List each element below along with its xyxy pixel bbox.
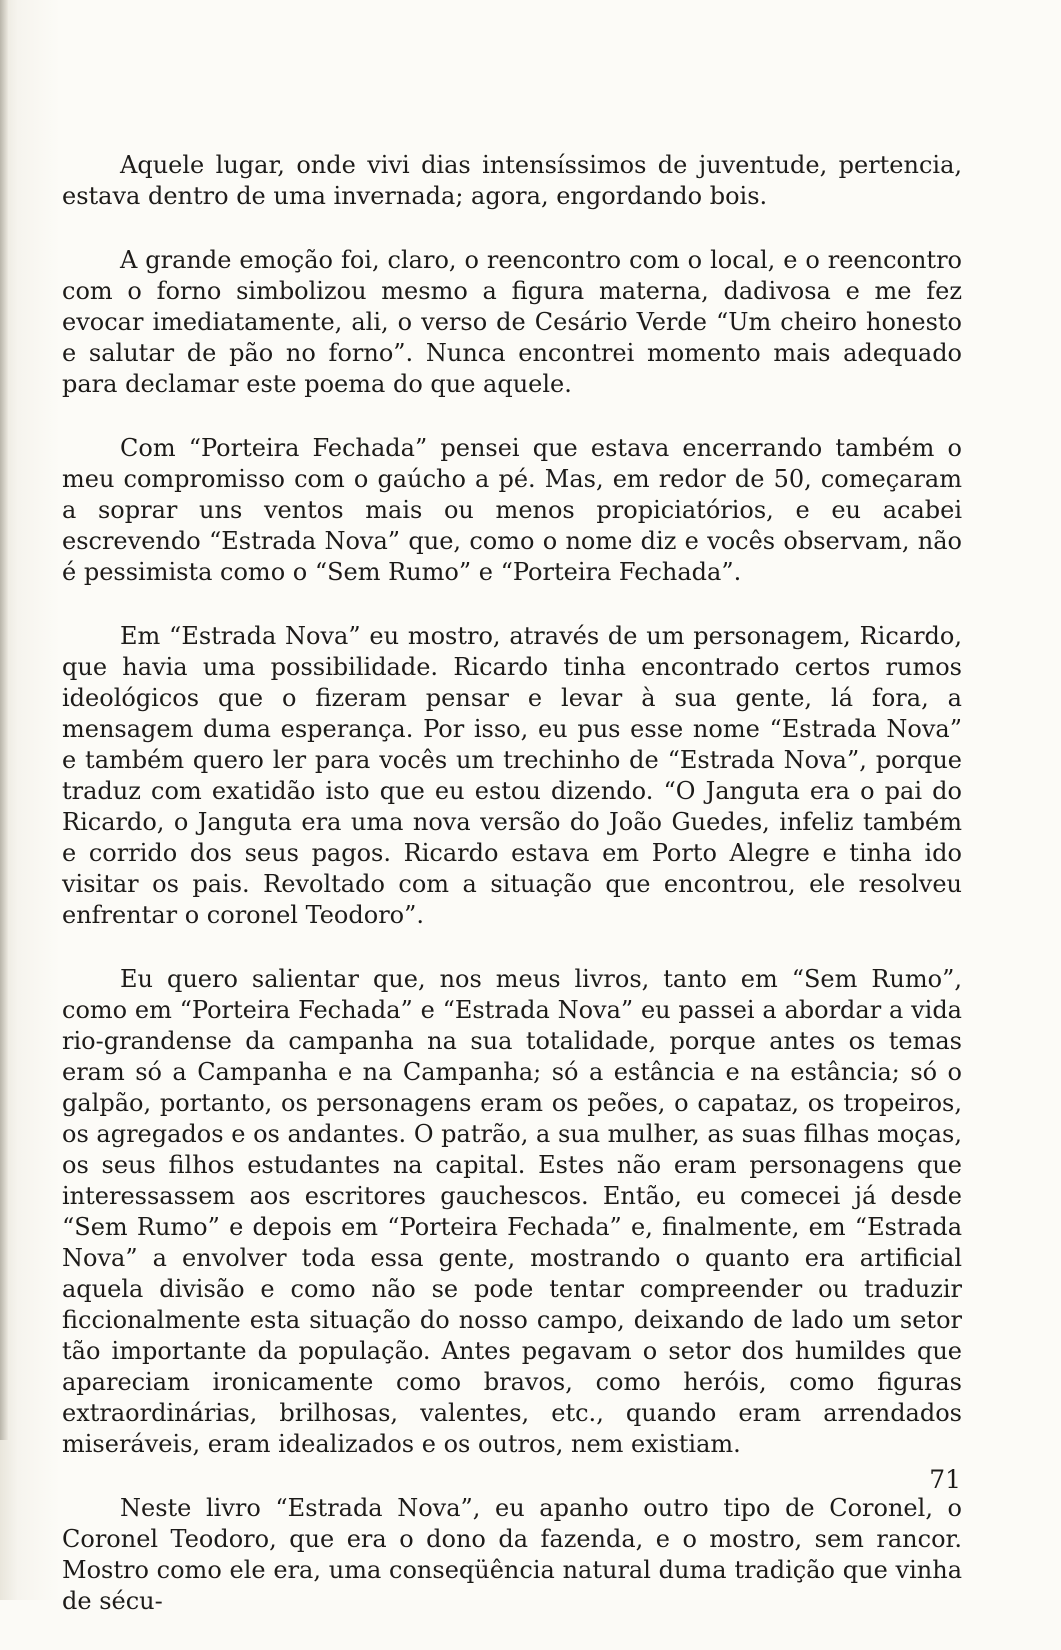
paragraph-4: Em “Estrada Nova” eu mostro, através de um personagem, Ricardo, que havia uma possibilidade. Ricardo tinha encontrado certos rumos ideológicos que o fizeram pensar e levar à sua gente, lá fora, a mensagem duma esperança. Por isso, eu pus esse nome “Estrada Nova” e também quero ler para vocês um trechinho de “Estrada Nova”, porque traduz com exatidão isto que eu estou dizendo. “O Janguta era o pai do Ricardo, o Janguta era uma nova versão do João Guedes, infeliz também e corrido dos seus pagos. Ricardo estava em Porto Alegre e tinha ido visitar os pais. Revoltado com a situação que encontrou, ele resolveu enfrentar o coronel Teodoro”. — [62, 622, 962, 929]
paragraph-6: Neste livro “Estrada Nova”, eu apanho outro tipo de Coronel, o Coronel Teodoro, que era o dono da fazenda, e o mostro, sem rancor. Mostro como ele era, uma conseqüência natural duma tradição que vinha de sécu- — [62, 1494, 962, 1615]
page-binding-shadow — [0, 0, 8, 1440]
body-text — [62, 150, 962, 1650]
paragraph-5: Eu quero salientar que, nos meus livros, tanto em “Sem Rumo”, como em “Porteira Fechada” e “Estrada Nova” eu passei a abordar a vida rio-grandense da campanha na sua totalidade, porque antes os temas eram só a Campanha e na Campanha; só a estância e na estância; só o galpão, portanto, os personagens eram os peões, o capataz, os tropeiros, os agregados e os andantes. O patrão, a sua mulher, as suas filhas moças, os seus filhos estudantes na capital. Estes não eram personagens que interessassem aos escritores gauchescos. Então, eu comecei já desde “Sem Rumo” e depois em “Porteira Fechada” e, finalmente, em “Estrada Nova” a envolver toda essa gente, mostrando o quanto era artificial aquela divisão e como não se pode tentar compreender ou traduzir ficcionalmente esta situação do nosso campo, deixando de lado um setor tão importante da população. Antes pegavam o setor dos humildes que apareciam ironicamente como bravos, como heróis, como figuras extraordinárias, brilhosas, valentes, etc., quando eram arrendados miseráveis, eram idealizados e os outros, nem existiam. — [62, 965, 962, 1458]
page-number: 71 — [929, 1465, 961, 1494]
paragraph-1: Aquele lugar, onde vivi dias intensíssimos de juventude, pertencia, estava dentro de uma invernada; agora, engordando bois. — [62, 151, 962, 210]
paragraph-3: Com “Porteira Fechada” pensei que estava encerrando também o meu compromisso com o gaúcho a pé. Mas, em redor de 50, começaram a soprar uns ventos mais ou menos propiciatórios, e eu acabei escrevendo “Estrada Nova” que, como o nome diz e vocês observam, não é pessimista como o “Sem Rumo” e “Porteira Fechada”. — [62, 434, 962, 586]
paragraph-2: A grande emoção foi, claro, o reencontro com o local, e o reencontro com o forno simbolizou mesmo a figura materna, dadivosa e me fez evocar imediatamente, ali, o verso de Cesário Verde “Um cheiro honesto e salutar de pão no forno”. Nunca encontrei momento mais adequado para declamar este poema do que aquele. — [62, 246, 962, 398]
